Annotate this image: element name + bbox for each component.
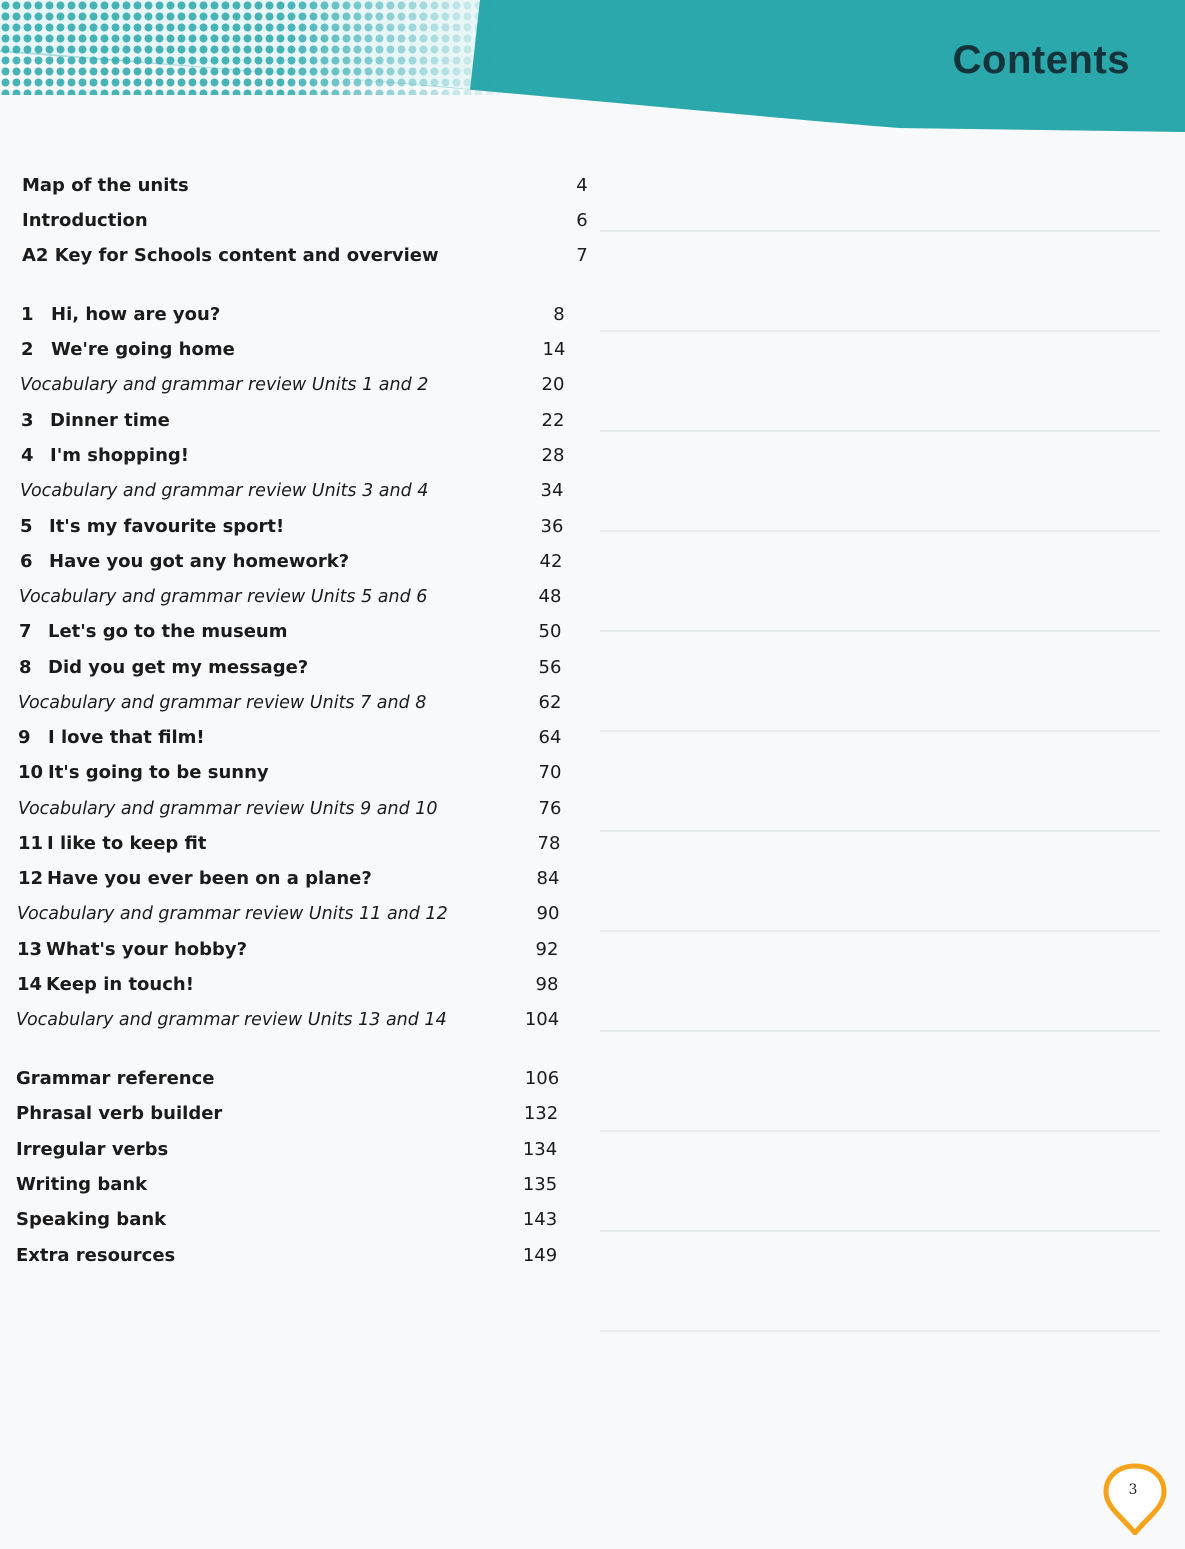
unit-number: 5: [20, 516, 33, 537]
entry-title: Speaking bank: [16, 1209, 167, 1230]
entry-title: Map of the units: [22, 175, 189, 196]
entry-page: 6: [576, 210, 588, 231]
unit-number: 14: [17, 974, 43, 995]
entry-page: 7: [576, 245, 588, 266]
unit-number: 13: [17, 939, 43, 960]
entry-title: We're going home: [51, 339, 235, 360]
entry-title: Have you got any homework?: [49, 551, 350, 572]
entry-page: 48: [538, 586, 562, 607]
entry-page: 8: [553, 304, 565, 325]
page-title: Contents: [952, 38, 1130, 82]
entry-page: 143: [522, 1209, 558, 1230]
entry-title: Dinner time: [50, 410, 170, 431]
entry-page: 149: [522, 1245, 558, 1266]
entry-page: 106: [524, 1068, 560, 1089]
entry-page: 20: [541, 374, 565, 395]
entry-page: 98: [535, 974, 559, 995]
entry-title: What's your hobby?: [46, 939, 248, 960]
unit-number: 1: [21, 304, 34, 325]
page-number: 3: [1128, 1482, 1138, 1498]
page-number-pin-icon: [1102, 1463, 1168, 1535]
entry-title: Writing bank: [16, 1174, 148, 1195]
entry-page: 135: [522, 1174, 558, 1195]
entry-title: Grammar reference: [16, 1068, 215, 1089]
entry-page: 134: [522, 1139, 558, 1160]
entry-title: Vocabulary and grammar review Units 11 and 12: [17, 904, 448, 924]
entry-page: 22: [541, 410, 565, 431]
unit-number: 4: [21, 445, 34, 466]
entry-page: 90: [536, 903, 560, 924]
entry-page: 28: [541, 445, 565, 466]
unit-number: 3: [21, 410, 34, 431]
unit-number: 9: [18, 727, 31, 748]
entry-page: 34: [540, 480, 564, 501]
entry-page: 56: [538, 657, 562, 678]
entry-title: Vocabulary and grammar review Units 3 and 4: [20, 481, 429, 501]
unit-number: 8: [19, 657, 32, 678]
entry-title: Hi, how are you?: [51, 304, 221, 325]
entry-title: A2 Key for Schools content and overview: [22, 245, 439, 266]
entry-title: I love that film!: [48, 727, 205, 748]
unit-number: 10: [18, 762, 44, 783]
entry-page: 14: [542, 339, 566, 360]
entry-page: 92: [535, 939, 559, 960]
entry-page: 104: [524, 1009, 560, 1030]
entry-title: I like to keep fit: [47, 833, 207, 854]
entry-title: Vocabulary and grammar review Units 1 and 2: [20, 375, 429, 395]
entry-title: Introduction: [22, 210, 148, 231]
unit-number: 6: [20, 551, 33, 572]
entry-title: Did you get my message?: [48, 657, 309, 678]
entry-page: 50: [538, 621, 562, 642]
entry-title: Let's go to the museum: [48, 621, 288, 642]
entry-title: Vocabulary and grammar review Units 9 and 10: [18, 799, 438, 819]
entry-title: I'm shopping!: [50, 445, 189, 466]
entry-title: Vocabulary and grammar review Units 7 and 8: [18, 693, 427, 713]
entry-title: Vocabulary and grammar review Units 13 and 14: [16, 1010, 447, 1030]
entry-page: 78: [537, 833, 561, 854]
entry-page: 64: [538, 727, 562, 748]
entry-title: Keep in touch!: [46, 974, 194, 995]
entry-title: Vocabulary and grammar review Units 5 and 6: [19, 587, 428, 607]
entry-page: 84: [536, 868, 560, 889]
entry-page: 42: [539, 551, 563, 572]
entry-page: 4: [576, 175, 588, 196]
entry-page: 132: [523, 1103, 559, 1124]
entry-page: 70: [538, 762, 562, 783]
entry-title: It's my favourite sport!: [49, 516, 285, 537]
entry-title: Have you ever been on a plane?: [47, 868, 372, 889]
entry-title: Extra resources: [16, 1245, 176, 1266]
unit-number: 2: [21, 339, 34, 360]
unit-number: 12: [18, 868, 44, 889]
unit-number: 7: [19, 621, 32, 642]
entry-title: It's going to be sunny: [48, 762, 269, 783]
entry-title: Irregular verbs: [16, 1139, 169, 1160]
entry-page: 62: [538, 692, 562, 713]
entry-title: Phrasal verb builder: [16, 1103, 223, 1124]
faint-background-table: [600, 200, 1160, 1400]
entry-page: 76: [538, 798, 562, 819]
entry-page: 36: [540, 516, 564, 537]
unit-number: 11: [18, 833, 44, 854]
